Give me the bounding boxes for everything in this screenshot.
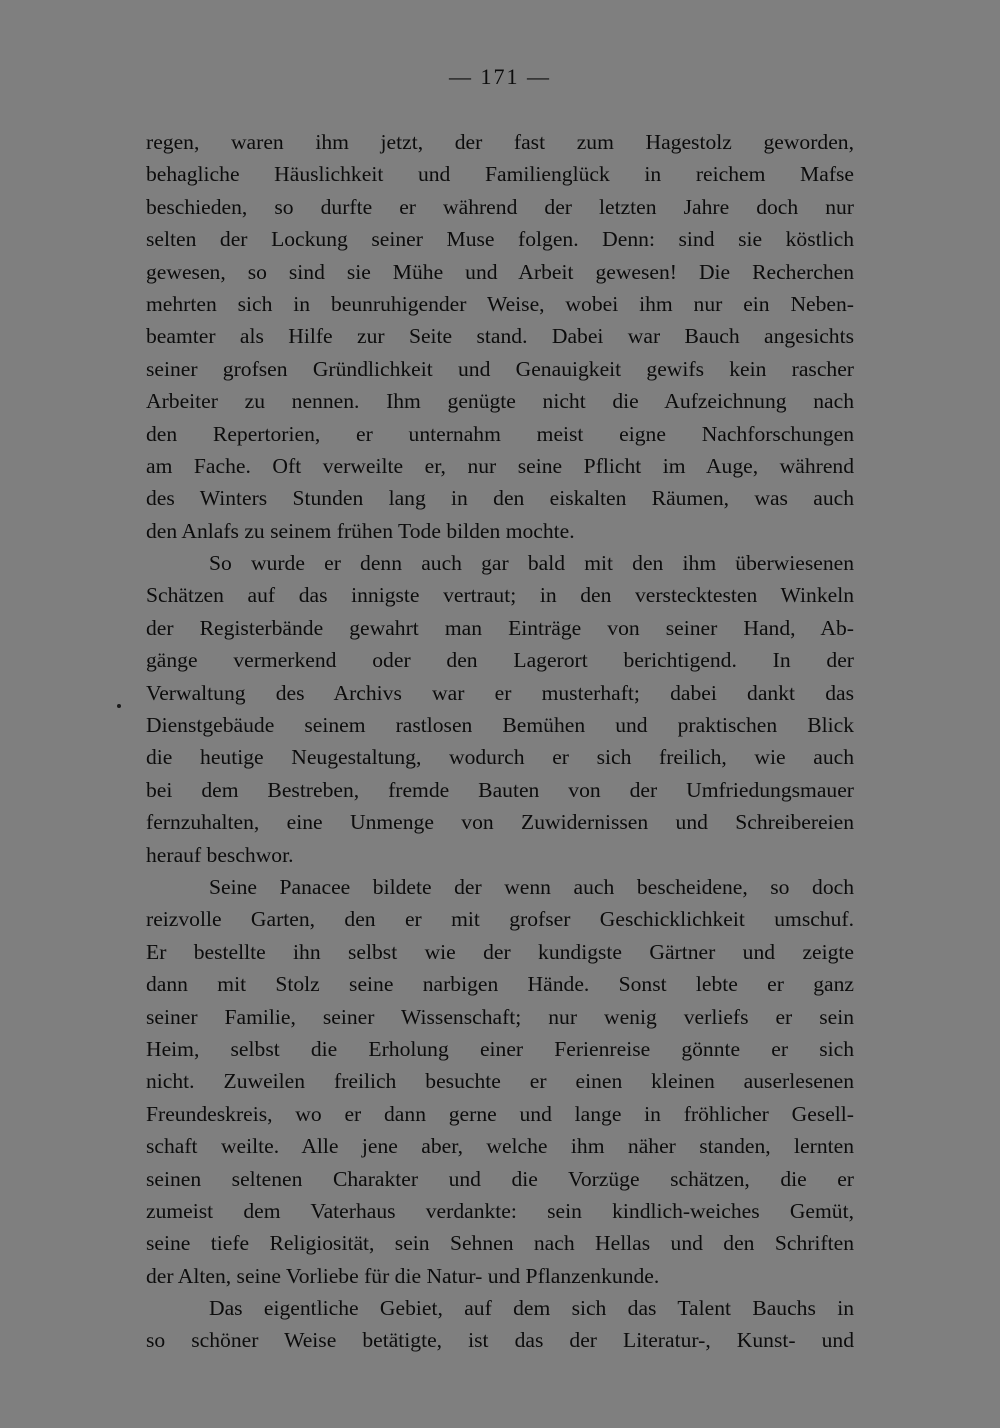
text-line: den Repertorien, er unternahm meist eigne Nachforschungen — [146, 421, 854, 446]
text-line: der Alten, seine Vorliebe für die Natur- und Pflanzenkunde. — [146, 1263, 660, 1288]
text-line: behagliche Häuslichkeit und Familienglück in reichem Mafse — [146, 162, 854, 187]
text-line: Freundeskreis, wo er dann gerne und lange in fröhlicher Gesell- — [146, 1101, 854, 1126]
text-line: nicht. Zuweilen freilich besuchte er einen kleinen auserlesenen — [146, 1069, 854, 1094]
text-line: Das eigentliche Gebiet, auf dem sich das Talent Bauchs in — [209, 1296, 854, 1321]
text-line: gewesen, so sind sie Mühe und Arbeit gewesen! Die Recherchen — [146, 259, 854, 284]
text-line: selten der Lockung seiner Muse folgen. Denn: sind sie köstlich — [146, 227, 854, 252]
text-line: seiner grofsen Gründlichkeit und Genauigkeit gewifs kein rascher — [146, 356, 854, 381]
margin-mark — [117, 704, 121, 708]
text-line: die heutige Neugestaltung, wodurch er sich freilich, wie auch — [146, 745, 854, 770]
text-line: seinen seltenen Charakter und die Vorzüge schätzen, die er — [146, 1166, 854, 1191]
text-line: der Registerbände gewahrt man Einträge von seiner Hand, Ab- — [146, 615, 854, 640]
text-line: gänge vermerkend oder den Lagerort berichtigend. In der — [146, 648, 854, 673]
text-line: so schöner Weise betätigte, ist das der Literatur-, Kunst- und — [146, 1328, 854, 1353]
text-line: schaft weilte. Alle jene aber, welche ihm näher standen, lernten — [146, 1134, 854, 1159]
text-line: zumeist dem Vaterhaus verdankte: sein kindlich-weiches Gemüt, — [146, 1198, 854, 1223]
text-line: reizvolle Garten, den er mit grofser Geschicklichkeit umschuf. — [146, 907, 854, 932]
text-line: beamter als Hilfe zur Seite stand. Dabei war Bauch angesichts — [146, 324, 854, 349]
body-text — [146, 126, 854, 1357]
text-line: Verwaltung des Archivs war er musterhaft; dabei dankt das — [146, 680, 854, 705]
text-line: Heim, selbst die Erholung einer Ferienreise gönnte er sich — [146, 1036, 854, 1061]
text-line: Dienstgebäude seinem rastlosen Bemühen und praktischen Blick — [146, 713, 854, 738]
text-line: So wurde er denn auch gar bald mit den ihm überwiesenen — [209, 551, 854, 576]
text-line: des Winters Stunden lang in den eiskalten Räumen, was auch — [146, 486, 854, 511]
page-number: — 171 — — [449, 64, 551, 89]
text-line: seiner Familie, seiner Wissenschaft; nur wenig verliefs er sein — [146, 1004, 854, 1029]
text-line: beschieden, so durfte er während der letzten Jahre doch nur — [146, 194, 854, 219]
text-line: regen, waren ihm jetzt, der fast zum Hagestolz geworden, — [146, 130, 854, 154]
text-line: am Fache. Oft verweilte er, nur seine Pflicht im Auge, während — [146, 453, 854, 478]
text-line: bei dem Bestreben, fremde Bauten von der Umfriedungsmauer — [146, 777, 854, 802]
text-line: Er bestellte ihn selbst wie der kundigste Gärtner und zeigte — [146, 939, 854, 964]
text-line: dann mit Stolz seine narbigen Hände. Sonst lebte er ganz — [146, 972, 854, 997]
text-line: fernzuhalten, eine Unmenge von Zuwidernissen und Schreibereien — [146, 810, 854, 835]
text-line: mehrten sich in beunruhigender Weise, wobei ihm nur ein Neben- — [146, 291, 854, 316]
text-line: herauf beschwor. — [146, 842, 294, 867]
text-line: Arbeiter zu nennen. Ihm genügte nicht die Aufzeichnung nach — [146, 389, 854, 414]
text-line: Seine Panacee bildete der wenn auch bescheidene, so doch — [209, 874, 854, 899]
text-line: seine tiefe Religiosität, sein Sehnen nach Hellas und den Schriften — [146, 1231, 854, 1256]
text-line: den Anlafs zu seinem frühen Tode bilden mochte. — [146, 518, 575, 543]
text-line: Schätzen auf das innigste vertraut; in den verstecktesten Winkeln — [146, 583, 854, 608]
